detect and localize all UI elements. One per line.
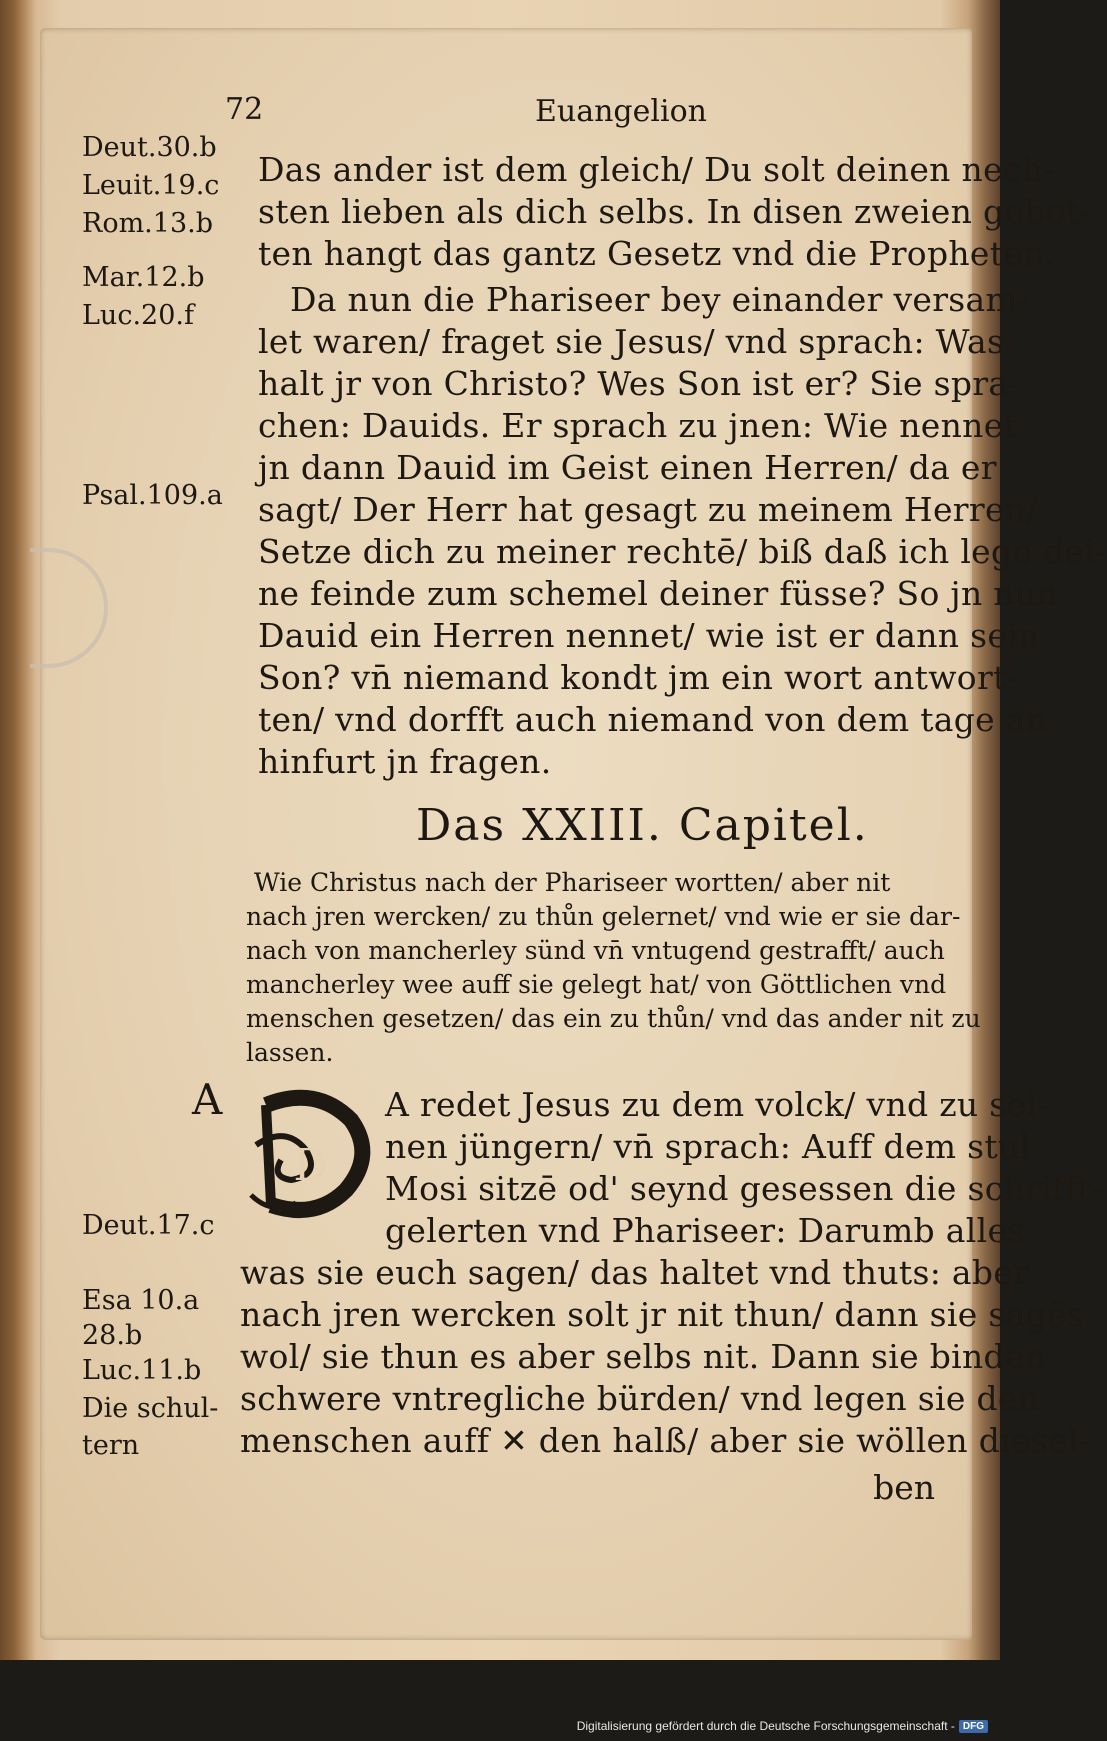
dfg-logo: DFG [959,1720,988,1733]
credit-text: Digitalisierung gefördert durch die Deutsche Forschungsgemeinschaft - [576,1719,955,1733]
margin-line: 28.b [82,1320,143,1351]
section-letter: A [192,1075,223,1124]
bodytext-line: Son? vn̄ niemand kondt jm ein wort antwort- [258,658,1019,697]
summary-line: lassen. [246,1038,334,1067]
bodytext-line: chen: Dauids. Er sprach zu jnen: Wie nennet [258,406,1018,445]
page-clip [30,548,108,668]
margin-line: Deut.17.c [82,1210,215,1241]
bodytext-line: ne feinde zum schemel deiner füsse? So jn nun [258,574,1058,613]
footer-bar [0,1660,1000,1741]
digitization-credit [577,1719,988,1733]
catchword: ben [873,1468,935,1507]
chapter-line: wol/ sie thun es aber selbs nit. Dann sie binden [240,1337,1047,1376]
margin-line: Esa 10.a [82,1285,200,1316]
chapter-line: gelerten vnd Phariseer: Darumb alles [385,1211,1025,1250]
chapter-line: Mosi sitzē od' seynd gesessen die schrifft- [385,1169,1103,1208]
bodytext-line: jn dann Dauid im Geist einen Herren/ da er [258,448,997,487]
summary-line: Wie Christus nach der Phariseer wortten/ aber nit [254,868,891,897]
summary-line: nach von mancherley sünd vn̄ vntugend gestrafft/ auch [246,936,945,965]
margin-line: Leuit.19.c [82,170,220,201]
chapter-line: nach jren wercken solt jr nit thun/ dann sie sagēs [240,1295,1085,1334]
bodytext-line: Das ander ist dem gleich/ Du solt deinen nech- [258,150,1055,189]
summary-line: nach jren wercken/ zu thůn gelernet/ vnd wie er sie dar- [246,902,961,931]
chapter-line: menschen auff ✕ den halß/ aber sie wöllen diesel- [240,1421,1091,1460]
chapter-line: schwere vntregliche bürden/ vnd legen sie den [240,1379,1040,1418]
chapter-line: nen jüngern/ vn̄ sprach: Auff dem stul [385,1127,1031,1166]
drop-cap [246,1085,376,1220]
bodytext-line: sten lieben als dich selbs. In disen zweien gebot- [258,192,1091,231]
bodytext-line: halt jr von Christo? Wes Son ist er? Sie spra- [258,364,1020,403]
bodytext-line: Setze dich zu meiner rechtē/ biß daß ich lege dei- [258,532,1107,571]
bodytext-line: ten hangt das gantz Gesetz vnd die Propheten. [258,234,1056,273]
margin-line: Mar.12.b [82,262,205,293]
bodytext-line: Da nun die Phariseer bey einander versam- [290,280,1029,319]
bodytext-line: ten/ vnd dorfft auch niemand von dem tage an [258,700,1048,739]
summary-line: menschen gesetzen/ das ein zu thůn/ vnd das ander nit zu [246,1004,981,1033]
drop-cap-letter: D [293,1140,329,1191]
chapter-line: was sie euch sagen/ das haltet vnd thuts: aber [240,1253,1030,1292]
bodytext-line: let waren/ fraget sie Jesus/ vnd sprach: Was [258,322,1005,361]
bodytext-line: sagt/ Der Herr hat gesagt zu meinem Herren/ [258,490,1038,529]
bodytext-line: Dauid ein Herren nennet/ wie ist er dann sein [258,616,1040,655]
margin-line: Die schul- [82,1393,219,1424]
margin-line: tern [82,1430,140,1461]
margin-line: Luc.11.b [82,1355,202,1386]
margin-line: Psal.109.a [82,480,223,511]
chapter-heading: Das XXIII. Capitel. [416,800,869,851]
margin-line: Luc.20.f [82,300,194,331]
running-title: Euangelion [535,94,707,129]
page-number: 72 [225,92,264,127]
margin-line: Deut.30.b [82,132,217,163]
bodytext-line: hinfurt jn fragen. [258,742,552,781]
summary-line: mancherley wee auff sie gelegt hat/ von Göttlichen vnd [246,970,947,999]
margin-line: Rom.13.b [82,208,213,239]
chapter-line: A redet Jesus zu dem volck/ vnd zu sei- [385,1085,1049,1124]
